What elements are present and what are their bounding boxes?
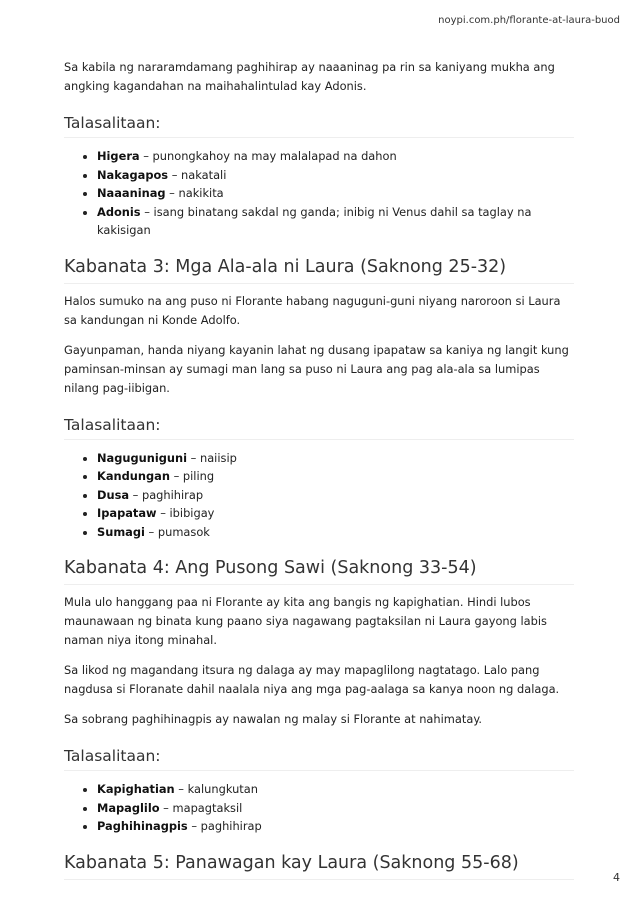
vocab-item [97, 184, 574, 203]
vocab-term: Naaaninag [97, 186, 166, 200]
vocab-term: Higera [97, 149, 140, 163]
page-number: 4 [613, 871, 620, 884]
vocab-term: Sumagi [97, 524, 145, 539]
vocab-term: Naguguniguni [97, 450, 188, 465]
vocab-term: Paghihinagpis [97, 819, 188, 833]
vocab-definition: – nakikita [165, 186, 224, 200]
chapter-4-paragraph: Sa sobrang paghihinagpis ay nawalan ng malay si Florante at nahimatay. [64, 712, 483, 726]
chapter-3-heading: Kabanata 3: Mga Ala-ala ni Laura (Saknong 25-32) [64, 257, 574, 284]
vocab-item [97, 817, 574, 836]
vocab-term: Mapaglilo [97, 800, 160, 815]
chapter-4-paragraph: Sa likod ng magandang itsura ng dalaga ay may mapaglilong nagtatago. Lalo pang nagdusa si Floranate dahil naalala niya ang mga pag-aalaga sa kanya noon ng dalaga. [64, 663, 560, 696]
chapter-3-paragraph: Gayunpaman, handa niyang kayanin lahat ng dusang ipapataw sa kaniya ng langit kung paminsan-minsan ay sumagi man lang sa puso ni Laura ang pag ala-ala sa lumipas nilang pag-iibigan. [64, 342, 569, 395]
vocab-item [97, 147, 574, 166]
vocab-term: Dusa [97, 487, 130, 502]
vocab-definition: – piling [169, 469, 215, 483]
vocab-list-3 [64, 780, 574, 836]
vocab-item [97, 166, 574, 185]
vocab-item [97, 449, 574, 468]
header-url: noypi.com.ph/florante-at-laura-buod [438, 15, 620, 26]
intro-paragraph: Sa kabila ng nararamdamang paghihirap ay naaaninag pa rin sa kaniyang mukha ang angking kagandahan na maihahalintulad kay Adonis. [64, 60, 555, 93]
vocab-term: Kandungan [97, 469, 170, 483]
vocab-item [97, 467, 574, 486]
vocab-item [97, 203, 574, 240]
vocab-term: Nakagapos [97, 167, 169, 182]
chapter-3-paragraph: Halos sumuko na ang puso ni Florante habang naguguni-guni niyang naroroon si Laura sa kandungan ni Konde Adolfo. [64, 293, 561, 327]
vocab-definition: – naiisip [187, 450, 237, 465]
vocab-definition: – isang binatang sakdal ng ganda; inibig ni Venus dahil sa taglay na kakisigan [97, 204, 532, 237]
vocab-term: Adonis [97, 204, 141, 219]
vocab-term: Kapighatian [97, 782, 175, 796]
vocab-heading-1: Talasalitaan: [64, 114, 574, 138]
vocab-item [97, 504, 574, 523]
vocab-list-1 [64, 147, 574, 240]
chapter-4-paragraph: Mula ulo hanggang paa ni Florante ay kita ang bangis ng kapighatian. Hindi lubos maunawaan ng binata kung paano siya nagawang pagtaksilan ni Laura gayong labis naman niya itong minahal. [64, 595, 547, 647]
vocab-heading-2: Talasalitaan: [64, 416, 574, 440]
vocab-definition: – pumasok [144, 524, 210, 539]
chapter-4-heading: Kabanata 4: Ang Pusong Sawi (Saknong 33-54) [64, 558, 574, 585]
vocab-definition: – punongkahoy na may malalapad na dahon [139, 149, 397, 163]
vocab-definition: – paghihirap [187, 819, 262, 833]
vocab-item [97, 523, 574, 542]
vocab-definition: – mapagtaksil [159, 800, 243, 815]
vocab-item [97, 799, 574, 818]
vocab-list-2 [64, 449, 574, 542]
chapter-5-heading: Kabanata 5: Panawagan kay Laura (Saknong 55-68) [64, 853, 574, 880]
vocab-term: Ipapataw [97, 506, 157, 520]
document-body [64, 58, 574, 888]
vocab-heading-3: Talasalitaan: [64, 747, 574, 771]
vocab-definition: – kalungkutan [174, 782, 258, 796]
vocab-definition: – nakatali [168, 167, 227, 182]
vocab-definition: – ibibigay [156, 506, 215, 520]
vocab-definition: – paghihirap [129, 487, 204, 502]
vocab-item [97, 780, 574, 799]
vocab-item [97, 486, 574, 505]
